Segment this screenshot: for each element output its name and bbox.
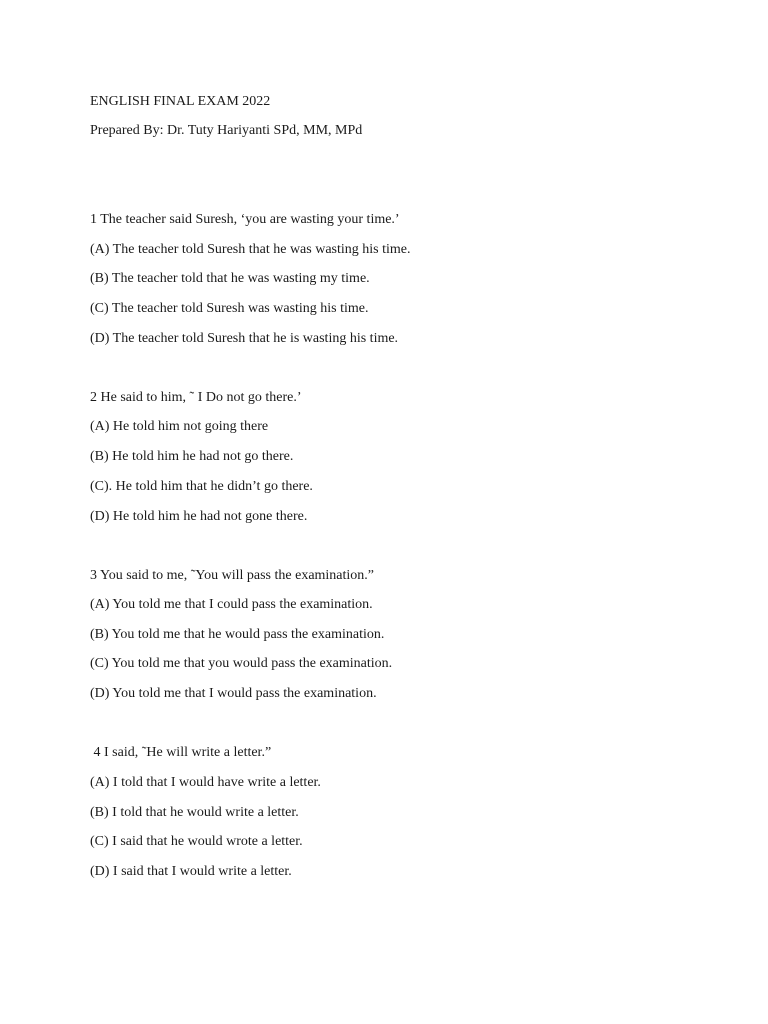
question-2-prompt: 2 He said to him, ˜ I Do not go there.’ [90, 390, 302, 405]
question-3-option-c: (C) You told me that you would pass the examination. [90, 656, 393, 671]
question-1-option-a: (A) The teacher told Suresh that he was wasting his time. [90, 242, 411, 257]
prepared-by: Prepared By: Dr. Tuty Hariyanti SPd, MM, MPd [90, 123, 363, 138]
question-3-option-d: (D) You told me that I would pass the examination. [90, 686, 377, 701]
question-1-option-b: (B) The teacher told that he was wasting my time. [90, 271, 370, 286]
question-3-option-a: (A) You told me that I could pass the examination. [90, 597, 373, 612]
question-2-option-a: (A) He told him not going there [90, 419, 269, 434]
question-1-option-c: (C) The teacher told Suresh was wasting his time. [90, 301, 369, 316]
question-4-option-d: (D) I said that I would write a letter. [90, 864, 292, 879]
question-4-option-a: (A) I told that I would have write a letter. [90, 775, 321, 790]
question-4-prompt: 4 I said, ˜He will write a letter.” [90, 745, 272, 760]
question-2-option-d: (D) He told him he had not gone there. [90, 509, 308, 524]
exam-title: ENGLISH FINAL EXAM 2022 [90, 94, 271, 109]
question-1-prompt: 1 The teacher said Suresh, ‘you are wasting your time.’ [90, 212, 400, 227]
question-2-option-b: (B) He told him he had not go there. [90, 449, 294, 464]
question-3-option-b: (B) You told me that he would pass the examination. [90, 627, 385, 642]
question-4-option-b: (B) I told that he would write a letter. [90, 805, 299, 820]
question-3-prompt: 3 You said to me, ˜You will pass the examination.” [90, 568, 375, 583]
question-2-option-c: (C). He told him that he didn’t go there. [90, 479, 313, 494]
question-1-option-d: (D) The teacher told Suresh that he is wasting his time. [90, 331, 399, 346]
question-4-option-c: (C) I said that he would wrote a letter. [90, 834, 303, 849]
